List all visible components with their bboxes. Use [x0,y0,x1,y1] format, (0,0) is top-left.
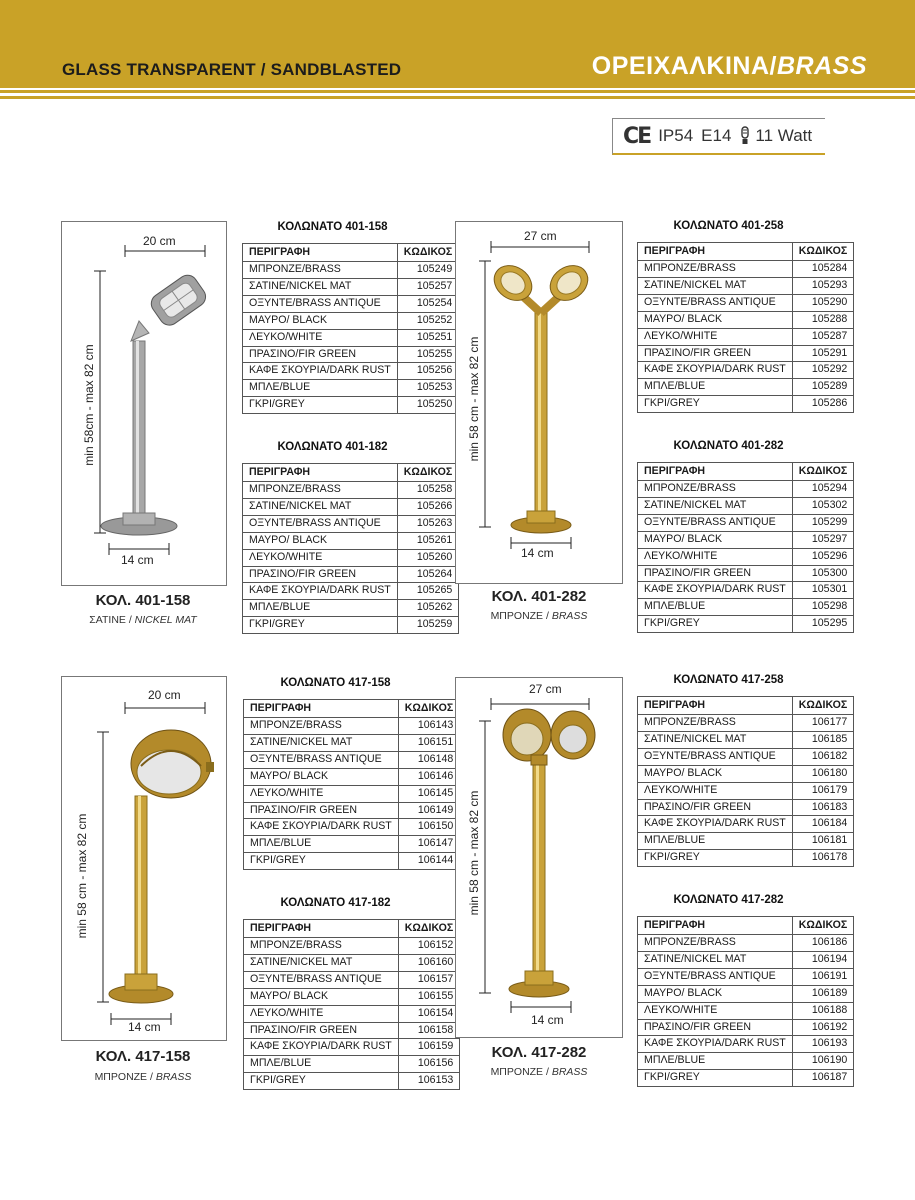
table-row [243,363,459,380]
width-dimension: 27 cm [529,682,562,696]
row-code: 105301 [792,582,853,599]
row-code: 105253 [397,380,458,397]
row-code: 105294 [792,481,853,498]
table-row [638,799,854,816]
row-description: ΛΕΥΚΟ/WHITE [243,329,398,346]
row-code: 105296 [792,548,853,565]
socket-type: E14 [701,126,732,145]
table-row [244,802,460,819]
table-row [638,277,854,294]
row-description: ΚΑΦΕ ΣΚΟΥΡΙΑ/DARK RUST [243,583,398,600]
row-description: ΠΡΑΣΙΝΟ/FIR GREEN [638,1019,793,1036]
row-description: ΚΑΦΕ ΣΚΟΥΡΙΑ/DARK RUST [244,819,399,836]
row-code: 106192 [792,1019,853,1036]
product-model: ΚΟΛ. 401-282 [491,588,587,605]
row-code: 106184 [792,816,853,833]
row-description: ΛΕΥΚΟ/WHITE [638,1002,793,1019]
header-description: ΠΕΡΙΓΡΑΦΗ [243,464,398,482]
row-description: ΠΡΑΣΙΝΟ/FIR GREEN [638,565,793,582]
table-row [638,311,854,328]
code-table-title: ΚΟΛΩΝΑΤΟ 401-158 [277,221,388,233]
finish-english: BRASS [551,610,588,622]
row-code: 105286 [792,396,853,413]
row-description: ΜΠΛΕ/BLUE [244,836,399,853]
row-description: ΜΠΡΟΝΖΕ/BRASS [244,938,399,955]
row-description: ΠΡΑΣΙΝΟ/FIR GREEN [244,802,399,819]
row-code: 106144 [398,853,459,870]
row-description: ΜΠΡΟΝΖΕ/BRASS [243,262,398,279]
code-table [243,699,460,870]
row-code: 105249 [397,262,458,279]
row-description: ΜΠΡΟΝΖΕ/BRASS [638,481,793,498]
ce-mark: CE [623,123,651,149]
header-description: ΠΕΡΙΓΡΑΦΗ [638,463,793,481]
ip-rating: IP54 [658,126,694,145]
finish-greek: ΜΠΡΟΝΖΕ / [490,610,552,622]
table-row [244,734,460,751]
code-table-title: ΚΟΛΩΝΑΤΟ 417-182 [280,897,391,909]
row-code: 105289 [792,379,853,396]
header-code: ΚΩΔΙΚΟΣ [792,917,853,935]
table-header-row [243,464,459,482]
table-row [638,582,854,599]
table-row [243,278,459,295]
table-row [244,768,460,785]
row-description: ΜΠΡΟΝΖΕ/BRASS [244,718,399,735]
code-table [637,696,854,867]
row-code: 105262 [397,600,458,617]
row-code: 106188 [792,1002,853,1019]
row-description: ΜΠΡΟΝΖΕ/BRASS [243,482,398,499]
row-description: ΓΚΡΙ/GREY [638,616,793,633]
row-description: ΜΠΡΟΝΖΕ/BRASS [638,261,793,278]
table-row [243,600,459,617]
row-description: ΟΞΥΝΤΕ/BRASS ANTIQUE [243,295,398,312]
row-code: 105266 [397,498,458,515]
row-description: ΜΠΛΕ/BLUE [638,599,793,616]
row-code: 106190 [792,1053,853,1070]
table-row [243,566,459,583]
row-code: 106181 [792,833,853,850]
row-description: ΜΑΥΡΟ/ BLACK [638,311,793,328]
row-description: ΟΞΥΝΤΕ/BRASS ANTIQUE [243,515,398,532]
power-rating: 11 Watt [755,126,813,145]
table-row [638,294,854,311]
row-code: 105287 [792,328,853,345]
base-dimension: 14 cm [128,1020,161,1034]
table-row [244,988,460,1005]
row-code: 106158 [398,1022,459,1039]
table-row [244,971,460,988]
table-row [638,599,854,616]
table-row [638,565,854,582]
row-code: 105261 [397,532,458,549]
table-row [244,718,460,735]
row-description: ΠΡΑΣΙΝΟ/FIR GREEN [638,799,793,816]
finish-english: BRASS [551,1066,588,1078]
row-description: ΓΚΡΙ/GREY [638,1070,793,1087]
row-description: ΓΚΡΙ/GREY [244,1073,399,1090]
row-code: 106153 [398,1073,459,1090]
table-row [638,379,854,396]
row-description: ΠΡΑΣΙΝΟ/FIR GREEN [243,566,398,583]
row-code: 105298 [792,599,853,616]
header-description: ΠΕΡΙΓΡΑΦΗ [638,697,793,715]
finish-greek: ΜΠΡΟΝΖΕ / [490,1066,552,1078]
table-header-row [243,244,459,262]
row-code: 106177 [792,715,853,732]
row-code: 105302 [792,497,853,514]
table-row [244,954,460,971]
table-header-row [638,463,854,481]
row-description: ΣΑΤΙΝΕ/NICKEL MAT [244,734,399,751]
table-row [638,1053,854,1070]
row-code: 106180 [792,765,853,782]
table-row [243,346,459,363]
table-row [243,617,459,634]
row-description: ΜΠΛΕ/BLUE [243,380,398,397]
table-row [638,951,854,968]
header-code: ΚΩΔΙΚΟΣ [792,697,853,715]
row-code: 106191 [792,968,853,985]
header-stripe [0,96,915,99]
row-description: ΛΕΥΚΟ/WHITE [638,328,793,345]
code-table [637,462,854,633]
table-header-row [638,697,854,715]
table-row [244,853,460,870]
table-row [243,329,459,346]
row-description: ΛΕΥΚΟ/WHITE [244,785,399,802]
table-header-row [638,243,854,261]
table-row [638,261,854,278]
header-description: ΠΕΡΙΓΡΑΦΗ [244,920,399,938]
table-row [638,715,854,732]
row-description: ΜΑΥΡΟ/ BLACK [244,988,399,1005]
row-description: ΜΑΥΡΟ/ BLACK [243,312,398,329]
code-table-title: ΚΟΛΩΝΑΤΟ 401-182 [277,441,388,453]
table-row [638,396,854,413]
product-finish [53,1071,233,1083]
row-code: 105252 [397,312,458,329]
base-dimension: 14 cm [531,1013,564,1027]
code-table [637,916,854,1087]
row-description: ΜΠΛΕ/BLUE [638,833,793,850]
header-stripe [0,90,915,93]
row-code: 106147 [398,836,459,853]
row-description: ΓΚΡΙ/GREY [638,850,793,867]
table-row [638,782,854,799]
row-description: ΜΠΛΕ/BLUE [638,379,793,396]
table-row [638,616,854,633]
row-code: 106187 [792,1070,853,1087]
table-row [243,312,459,329]
table-row [244,1022,460,1039]
code-table [637,242,854,413]
row-code: 105299 [792,514,853,531]
row-code: 106189 [792,985,853,1002]
width-dimension: 27 cm [524,229,557,243]
header-code: ΚΩΔΙΚΟΣ [398,920,459,938]
table-row [243,380,459,397]
finish-greek: ΣΑΤΙΝΕ / [89,614,135,626]
table-header-row [638,917,854,935]
table-row [243,549,459,566]
row-code: 105259 [397,617,458,634]
row-code: 106155 [398,988,459,1005]
row-code: 106194 [792,951,853,968]
row-description: ΛΕΥΚΟ/WHITE [244,1005,399,1022]
table-row [638,968,854,985]
code-table-title: ΚΟΛΩΝΑΤΟ 401-258 [673,220,784,232]
finish-english: BRASS [155,1071,192,1083]
row-code: 105288 [792,311,853,328]
row-code: 105254 [397,295,458,312]
table-header-row [244,920,460,938]
row-description: ΚΑΦΕ ΣΚΟΥΡΙΑ/DARK RUST [243,363,398,380]
table-row [638,765,854,782]
table-row [244,1005,460,1022]
row-description: ΚΑΦΕ ΣΚΟΥΡΙΑ/DARK RUST [638,1036,793,1053]
row-code: 106151 [398,734,459,751]
height-dimension: min 58 cm - max 82 cm [467,790,481,916]
row-code: 106145 [398,785,459,802]
table-row [638,1002,854,1019]
row-code: 106183 [792,799,853,816]
table-row [244,1039,460,1056]
row-description: ΓΚΡΙ/GREY [243,617,398,634]
header-description: ΠΕΡΙΓΡΑΦΗ [638,917,793,935]
row-description: ΛΕΥΚΟ/WHITE [243,549,398,566]
header-description: ΠΕΡΙΓΡΑΦΗ [638,243,793,261]
row-code: 105258 [397,482,458,499]
row-code: 105293 [792,277,853,294]
table-row [244,836,460,853]
row-description: ΟΞΥΝΤΕ/BRASS ANTIQUE [638,968,793,985]
table-row [638,497,854,514]
row-code: 105251 [397,329,458,346]
table-row [638,481,854,498]
row-description: ΚΑΦΕ ΣΚΟΥΡΙΑ/DARK RUST [244,1039,399,1056]
product-model: ΚΟΛ. 417-158 [95,1048,191,1065]
table-row [243,532,459,549]
row-code: 105256 [397,363,458,380]
product-finish [53,614,233,626]
table-row [638,731,854,748]
header-code: ΚΩΔΙΚΟΣ [397,464,458,482]
row-code: 106178 [792,850,853,867]
row-code: 106193 [792,1036,853,1053]
row-code: 106182 [792,748,853,765]
table-row [638,1019,854,1036]
height-dimension: min 58 cm - max 82 cm [75,813,89,939]
header-title-english: BRASS [776,52,867,80]
header-title-greek: ΟΡΕΙΧΑΛΚΙΝΑ/ [591,52,777,80]
row-description: ΜΠΛΕ/BLUE [638,1053,793,1070]
row-code: 106152 [398,938,459,955]
row-description: ΚΑΦΕ ΣΚΟΥΡΙΑ/DARK RUST [638,816,793,833]
row-code: 106143 [398,718,459,735]
header-subtitle: GLASS TRANSPARENT / SANDBLASTED [62,60,402,79]
header-code: ΚΩΔΙΚΟΣ [792,243,853,261]
row-description: ΜΑΥΡΟ/ BLACK [243,532,398,549]
row-description: ΓΚΡΙ/GREY [243,397,398,414]
table-row [638,748,854,765]
row-code: 105260 [397,549,458,566]
table-row [638,1036,854,1053]
row-code: 105295 [792,616,853,633]
table-row [638,816,854,833]
row-description: ΚΑΦΕ ΣΚΟΥΡΙΑ/DARK RUST [638,582,793,599]
spec-badges [612,118,825,155]
row-code: 105290 [792,294,853,311]
row-description: ΟΞΥΝΤΕ/BRASS ANTIQUE [638,748,793,765]
code-table-title: ΚΟΛΩΝΑΤΟ 417-158 [280,677,391,689]
table-row [244,785,460,802]
table-row [243,482,459,499]
row-description: ΛΕΥΚΟ/WHITE [638,782,793,799]
row-code: 105292 [792,362,853,379]
code-table [243,919,460,1090]
row-description: ΟΞΥΝΤΕ/BRASS ANTIQUE [244,751,399,768]
code-table-title: ΚΟΛΩΝΑΤΟ 401-282 [673,440,784,452]
table-row [243,262,459,279]
row-description: ΣΑΤΙΝΕ/NICKEL MAT [638,277,793,294]
row-description: ΟΞΥΝΤΕ/BRASS ANTIQUE [244,971,399,988]
row-description: ΜΠΛΕ/BLUE [243,600,398,617]
table-header-row [244,700,460,718]
row-description: ΣΑΤΙΝΕ/NICKEL MAT [244,954,399,971]
row-code: 105263 [397,515,458,532]
table-row [638,1070,854,1087]
height-dimension: min 58cm - max 82 cm [82,344,96,466]
row-code: 106150 [398,819,459,836]
table-row [244,751,460,768]
table-row [244,1056,460,1073]
table-row [638,328,854,345]
row-description: ΜΠΛΕ/BLUE [244,1056,399,1073]
table-row [638,935,854,952]
row-description: ΜΑΥΡΟ/ BLACK [638,985,793,1002]
width-dimension: 20 cm [148,688,181,702]
table-row [638,362,854,379]
row-description: ΜΑΥΡΟ/ BLACK [638,765,793,782]
row-code: 106156 [398,1056,459,1073]
product-finish [449,610,629,622]
row-code: 105297 [792,531,853,548]
table-row [638,531,854,548]
code-table [242,243,459,414]
row-code: 105250 [397,397,458,414]
header-description: ΠΕΡΙΓΡΑΦΗ [244,700,399,718]
row-description: ΜΠΡΟΝΖΕ/BRASS [638,935,793,952]
table-row [244,938,460,955]
row-code: 106148 [398,751,459,768]
row-code: 106179 [792,782,853,799]
row-code: 106159 [398,1039,459,1056]
row-code: 106149 [398,802,459,819]
row-description: ΜΑΥΡΟ/ BLACK [638,531,793,548]
code-table-title: ΚΟΛΩΝΑΤΟ 417-282 [673,894,784,906]
table-row [638,548,854,565]
product-finish [449,1066,629,1078]
code-table-title: ΚΟΛΩΝΑΤΟ 417-258 [673,674,784,686]
table-row [243,498,459,515]
row-description: ΟΞΥΝΤΕ/BRASS ANTIQUE [638,294,793,311]
row-code: 105265 [397,583,458,600]
row-description: ΜΠΡΟΝΖΕ/BRASS [638,715,793,732]
header-code: ΚΩΔΙΚΟΣ [792,463,853,481]
row-description: ΠΡΑΣΙΝΟ/FIR GREEN [243,346,398,363]
base-dimension: 14 cm [121,553,154,567]
row-description: ΛΕΥΚΟ/WHITE [638,548,793,565]
finish-english: NICKEL MAT [134,614,197,626]
row-description: ΣΑΤΙΝΕ/NICKEL MAT [638,951,793,968]
table-row [638,514,854,531]
table-row [243,583,459,600]
table-row [243,515,459,532]
row-code: 106154 [398,1005,459,1022]
row-description: ΣΑΤΙΝΕ/NICKEL MAT [638,497,793,514]
table-row [243,397,459,414]
bulb-icon [739,126,751,146]
row-code: 106185 [792,731,853,748]
row-description: ΠΡΑΣΙΝΟ/FIR GREEN [638,345,793,362]
product-model: ΚΟΛ. 401-158 [95,592,191,609]
row-description: ΣΑΤΙΝΕ/NICKEL MAT [243,278,398,295]
table-row [244,819,460,836]
table-row [638,833,854,850]
base-dimension: 14 cm [521,546,554,560]
table-row [638,985,854,1002]
row-code: 105255 [397,346,458,363]
table-row [244,1073,460,1090]
header-description: ΠΕΡΙΓΡΑΦΗ [243,244,398,262]
header-title [592,52,867,81]
height-dimension: min 58 cm - max 82 cm [467,336,481,462]
row-code: 105264 [397,566,458,583]
table-row [243,295,459,312]
product-model: ΚΟΛ. 417-282 [491,1044,587,1061]
row-code: 106186 [792,935,853,952]
row-code: 105291 [792,345,853,362]
row-description: ΣΑΤΙΝΕ/NICKEL MAT [638,731,793,748]
row-code: 106157 [398,971,459,988]
code-table [242,463,459,634]
row-description: ΚΑΦΕ ΣΚΟΥΡΙΑ/DARK RUST [638,362,793,379]
width-dimension: 20 cm [143,234,176,248]
row-description: ΓΚΡΙ/GREY [638,396,793,413]
header-code: ΚΩΔΙΚΟΣ [397,244,458,262]
row-code: 106146 [398,768,459,785]
row-description: ΣΑΤΙΝΕ/NICKEL MAT [243,498,398,515]
row-description: ΓΚΡΙ/GREY [244,853,399,870]
row-code: 106160 [398,954,459,971]
row-code: 105284 [792,261,853,278]
row-code: 105257 [397,278,458,295]
header-code: ΚΩΔΙΚΟΣ [398,700,459,718]
row-description: ΟΞΥΝΤΕ/BRASS ANTIQUE [638,514,793,531]
table-row [638,345,854,362]
finish-greek: ΜΠΡΟΝΖΕ / [94,1071,156,1083]
row-code: 105300 [792,565,853,582]
row-description: ΜΑΥΡΟ/ BLACK [244,768,399,785]
table-row [638,850,854,867]
row-description: ΠΡΑΣΙΝΟ/FIR GREEN [244,1022,399,1039]
